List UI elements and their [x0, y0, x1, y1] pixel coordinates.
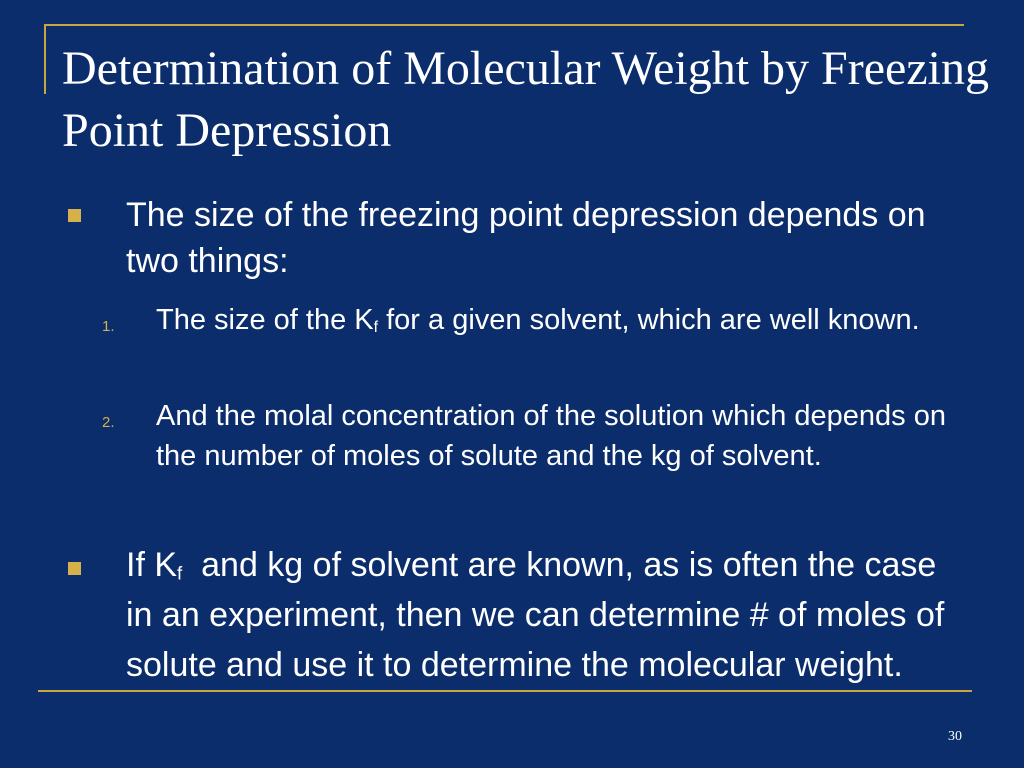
bullet2-text-before: If K	[126, 546, 178, 584]
kf-subscript: f	[373, 319, 379, 337]
sub-item-molal-concentration: And the molal concentration of the solution which depends on the number of moles of solute and the kg of solvent.	[156, 400, 946, 472]
kf-subscript: f	[177, 562, 183, 584]
square-bullet-icon	[68, 209, 81, 222]
sub-item-kf-text-after: for a given solvent, which are well known.	[378, 304, 920, 336]
top-gold-rule	[44, 24, 964, 26]
left-gold-rule	[44, 24, 46, 94]
slide-title: Determination of Molecular Weight by Freezing Point Depression	[62, 42, 989, 157]
sub-item-kf-size	[156, 300, 956, 340]
slide-number: 30	[948, 729, 962, 744]
list-number-1: 1.	[102, 318, 115, 335]
bullet2-text-after: and kg of solvent are known, as is often the case in an experiment, then we can determine # of moles of solute and use it to determine the molecular weight.	[126, 546, 954, 684]
bottom-gold-rule	[38, 690, 972, 692]
list-number-2: 2.	[102, 414, 115, 431]
square-bullet-icon	[68, 562, 81, 575]
sub-item-kf-text-before: The size of the K	[156, 304, 374, 336]
bullet-if-kf-known	[126, 540, 954, 690]
bullet-freezing-point-depends: The size of the freezing point depression depends on two things:	[126, 196, 926, 280]
